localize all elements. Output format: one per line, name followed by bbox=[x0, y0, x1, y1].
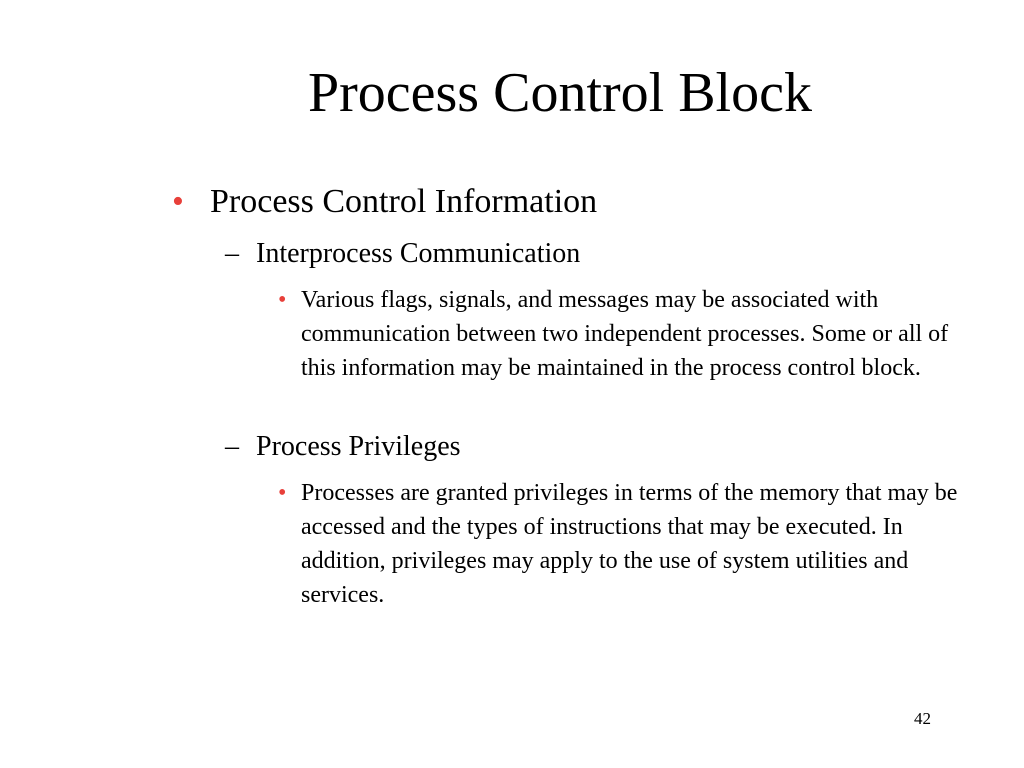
detail-process-privileges: Processes are granted privileges in terms of the memory that may be accessed and the types of instructions that may be executed. In addition, privileges may apply to the use of system utilities and services. bbox=[301, 480, 958, 608]
heading-process-control-information: Process Control Information bbox=[210, 183, 598, 220]
detail-interprocess-communication: Various flags, signals, and messages may be associated with communication between two independent processes. Some or all of this information may be maintained in the process control block. bbox=[301, 287, 949, 381]
bullet-icon: • bbox=[172, 183, 184, 220]
subheading-process-privileges: Process Privileges bbox=[256, 431, 461, 462]
dash-icon: – bbox=[225, 238, 239, 269]
sub-bullet-icon: • bbox=[278, 480, 287, 506]
dash-icon: – bbox=[225, 431, 239, 462]
slide-title: Process Control Block bbox=[308, 62, 812, 124]
sub-bullet-icon: • bbox=[278, 287, 287, 313]
page-number: 42 bbox=[914, 709, 931, 728]
subheading-interprocess-communication: Interprocess Communication bbox=[256, 238, 581, 269]
